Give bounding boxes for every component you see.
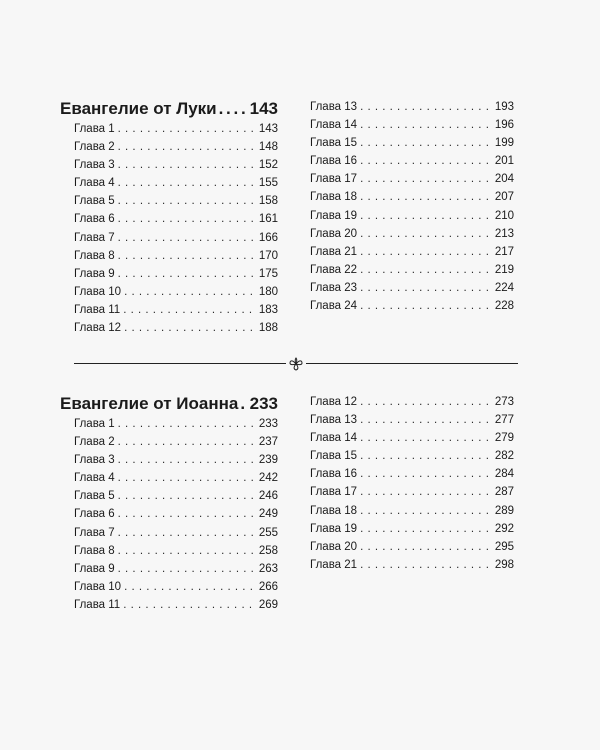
dot-leader [118, 560, 256, 578]
chapter-page-number: 233 [258, 418, 278, 430]
chapter-entry[interactable] [310, 297, 514, 315]
section-page-number: 233 [249, 394, 278, 413]
chapter-page-number: 224 [494, 281, 514, 294]
chapter-entry[interactable] [310, 429, 514, 447]
dot-leader [118, 210, 256, 228]
chapter-entry[interactable] [310, 98, 514, 116]
chapter-entry[interactable] [74, 596, 278, 614]
chapter-page-number: 204 [494, 173, 514, 186]
chapter-page-number: 219 [494, 263, 514, 276]
dot-leader [360, 116, 492, 134]
chapter-label: Глава 20 [310, 227, 358, 240]
chapter-page-number: 295 [494, 540, 514, 553]
dot-leader [360, 393, 492, 411]
dot-leader [118, 138, 256, 156]
chapter-list [310, 98, 514, 315]
chapter-entry[interactable] [310, 170, 514, 188]
chapter-label: Глава 17 [310, 173, 358, 186]
dot-leader [360, 556, 492, 574]
chapter-entry[interactable] [310, 465, 514, 483]
toc-column-right [310, 98, 514, 315]
chapter-entry[interactable] [310, 279, 514, 297]
chapter-entry[interactable] [310, 207, 514, 225]
chapter-page-number: 166 [258, 231, 278, 244]
chapter-page-number: 155 [258, 177, 278, 190]
chapter-page-number: 148 [258, 141, 278, 154]
chapter-label: Глава 22 [310, 263, 358, 276]
dot-leader [360, 297, 492, 315]
chapter-page-number: 217 [494, 245, 514, 258]
chapter-list [74, 120, 278, 337]
chapter-label: Глава 18 [310, 504, 358, 517]
chapter-page-number: 258 [258, 544, 278, 557]
dot-leader [118, 487, 256, 505]
chapter-label: Глава 2 [74, 436, 115, 449]
dot-leader [360, 429, 492, 447]
chapter-entry[interactable] [310, 243, 514, 261]
chapter-entry[interactable] [74, 229, 278, 247]
chapter-entry[interactable] [74, 192, 278, 210]
dot-leader [118, 174, 256, 192]
dot-leader [360, 188, 492, 206]
chapter-label: Глава 23 [310, 281, 358, 294]
floral-ornament-icon [288, 357, 304, 371]
dot-leader [118, 433, 256, 451]
chapter-page-number: 188 [258, 322, 278, 335]
chapter-entry[interactable] [310, 188, 514, 206]
chapter-label: Глава 7 [74, 231, 115, 244]
chapter-page-number: 143 [258, 123, 278, 135]
dot-leader [360, 465, 492, 483]
chapter-page-number: 279 [494, 432, 514, 445]
chapter-page-number: 239 [258, 454, 278, 467]
dot-leader [360, 170, 492, 188]
chapter-label: Глава 20 [310, 540, 358, 553]
chapter-entry[interactable] [310, 538, 514, 556]
chapter-entry[interactable] [74, 174, 278, 192]
dot-leader [118, 247, 256, 265]
chapter-label: Глава 17 [310, 486, 358, 499]
dot-leader [118, 229, 256, 247]
chapter-entry[interactable] [74, 301, 278, 319]
dot-leader [360, 447, 492, 465]
dot-leader [360, 279, 492, 297]
chapter-entry[interactable] [310, 393, 514, 411]
chapter-label: Глава 11 [74, 598, 121, 611]
chapter-entry[interactable] [74, 120, 278, 138]
chapter-label: Глава 19 [310, 522, 358, 535]
chapter-page-number: 287 [494, 486, 514, 499]
chapter-page-number: 193 [494, 101, 514, 113]
chapter-label: Глава 15 [310, 450, 358, 463]
chapter-entry[interactable] [310, 447, 514, 465]
divider-rule-left [74, 363, 286, 364]
section-heading[interactable] [60, 98, 278, 120]
chapter-label: Глава 21 [310, 245, 358, 258]
chapter-label: Глава 10 [74, 580, 122, 593]
chapter-label: Глава 9 [74, 562, 115, 575]
chapter-entry[interactable] [74, 560, 278, 578]
dot-leader [118, 415, 256, 433]
chapter-label: Глава 12 [310, 396, 358, 408]
chapter-page-number: 228 [494, 300, 514, 313]
chapter-page-number: 298 [494, 558, 514, 571]
chapter-page-number: 266 [258, 580, 278, 593]
chapter-label: Глава 14 [310, 119, 358, 132]
chapter-page-number: 201 [494, 155, 514, 168]
section-page-number: 143 [249, 99, 278, 118]
dot-leader [118, 156, 256, 174]
chapter-page-number: 273 [494, 396, 514, 408]
chapter-entry[interactable] [74, 156, 278, 174]
dot-leader [360, 225, 492, 243]
chapter-page-number: 282 [494, 450, 514, 463]
dot-leader [360, 207, 492, 225]
chapter-entry[interactable] [310, 116, 514, 134]
dot-leader [219, 98, 248, 120]
chapter-entry[interactable] [74, 138, 278, 156]
chapter-page-number: 263 [258, 562, 278, 575]
dot-leader [118, 524, 256, 542]
chapter-entry[interactable] [74, 487, 278, 505]
chapter-page-number: 170 [258, 249, 278, 262]
chapter-page-number: 249 [258, 508, 278, 521]
dot-leader [240, 393, 247, 415]
chapter-label: Глава 2 [74, 141, 115, 154]
dot-leader [360, 261, 492, 279]
chapter-page-number: 213 [494, 227, 514, 240]
chapter-label: Глава 19 [310, 209, 358, 222]
dot-leader [360, 243, 492, 261]
dot-leader [118, 505, 256, 523]
chapter-entry[interactable] [310, 556, 514, 574]
chapter-page-number: 269 [258, 598, 278, 611]
dot-leader [360, 502, 492, 520]
chapter-entry[interactable] [310, 520, 514, 538]
chapter-page-number: 277 [494, 414, 514, 427]
dot-leader [360, 411, 492, 429]
chapter-page-number: 175 [258, 267, 278, 280]
chapter-label: Глава 5 [74, 490, 115, 503]
toc-column-right [310, 393, 514, 574]
chapter-label: Глава 3 [74, 454, 115, 467]
chapter-page-number: 196 [494, 119, 514, 132]
chapter-label: Глава 24 [310, 300, 358, 313]
chapter-entry[interactable] [74, 283, 278, 301]
chapter-page-number: 183 [258, 303, 278, 316]
chapter-page-number: 152 [258, 159, 278, 172]
chapter-entry[interactable] [310, 261, 514, 279]
chapter-label: Глава 16 [310, 468, 358, 481]
toc-column-left [60, 98, 278, 337]
dot-leader [360, 538, 492, 556]
chapter-entry[interactable] [310, 152, 514, 170]
dot-leader [118, 469, 256, 487]
dot-leader [360, 152, 492, 170]
chapter-page-number: 255 [258, 526, 278, 539]
chapter-page-number: 161 [258, 213, 278, 226]
chapter-entry[interactable] [310, 225, 514, 243]
dot-leader [118, 120, 256, 138]
dot-leader [124, 283, 256, 301]
chapter-label: Глава 21 [310, 558, 358, 571]
chapter-label: Глава 11 [74, 303, 121, 316]
chapter-label: Глава 13 [310, 101, 358, 113]
dot-leader [118, 192, 256, 210]
chapter-label: Глава 13 [310, 414, 358, 427]
chapter-label: Глава 4 [74, 177, 115, 190]
dot-leader [360, 98, 492, 116]
chapter-label: Глава 16 [310, 155, 358, 168]
chapter-page-number: 207 [494, 191, 514, 204]
chapter-entry[interactable] [74, 210, 278, 228]
chapter-entry[interactable] [74, 578, 278, 596]
section-heading[interactable] [60, 393, 278, 415]
dot-leader [360, 483, 492, 501]
chapter-label: Глава 5 [74, 195, 115, 208]
dot-leader [360, 134, 492, 152]
chapter-entry[interactable] [74, 524, 278, 542]
chapter-entry[interactable] [310, 411, 514, 429]
dot-leader [123, 301, 256, 319]
chapter-label: Глава 12 [74, 322, 122, 335]
chapter-label: Глава 9 [74, 267, 115, 280]
chapter-label: Глава 4 [74, 472, 115, 485]
chapter-entry[interactable] [74, 542, 278, 560]
chapter-page-number: 199 [494, 137, 514, 150]
chapter-list [74, 415, 278, 614]
chapter-label: Глава 7 [74, 526, 115, 539]
chapter-entry[interactable] [74, 415, 278, 433]
dot-leader [118, 451, 256, 469]
chapter-page-number: 246 [258, 490, 278, 503]
chapter-label: Глава 1 [74, 123, 115, 135]
chapter-page-number: 284 [494, 468, 514, 481]
chapter-page-number: 292 [494, 522, 514, 535]
chapter-label: Глава 3 [74, 159, 115, 172]
chapter-entry[interactable] [74, 265, 278, 283]
dot-leader [118, 542, 256, 560]
chapter-label: Глава 8 [74, 249, 115, 262]
dot-leader [123, 596, 256, 614]
divider-rule-right [306, 363, 518, 364]
dot-leader [124, 578, 256, 596]
section-title: Евангелие от Иоанна [60, 394, 239, 413]
chapter-page-number: 158 [258, 195, 278, 208]
chapter-entry[interactable] [74, 451, 278, 469]
chapter-page-number: 237 [258, 436, 278, 449]
chapter-page-number: 180 [258, 285, 278, 298]
chapter-label: Глава 6 [74, 213, 115, 226]
chapter-label: Глава 6 [74, 508, 115, 521]
dot-leader [124, 319, 256, 337]
chapter-entry[interactable] [310, 483, 514, 501]
chapter-entry[interactable] [74, 433, 278, 451]
chapter-label: Глава 14 [310, 432, 358, 445]
chapter-page-number: 289 [494, 504, 514, 517]
section-divider [74, 357, 518, 371]
chapter-entry[interactable] [74, 469, 278, 487]
section-title: Евангелие от Луки [60, 99, 217, 118]
chapter-label: Глава 8 [74, 544, 115, 557]
chapter-label: Глава 10 [74, 285, 122, 298]
dot-leader [118, 265, 256, 283]
chapter-label: Глава 1 [74, 418, 115, 430]
chapter-entry[interactable] [74, 247, 278, 265]
chapter-entry[interactable] [310, 134, 514, 152]
chapter-list [310, 393, 514, 574]
chapter-entry[interactable] [74, 319, 278, 337]
chapter-page-number: 242 [258, 472, 278, 485]
toc-column-left [60, 393, 278, 614]
dot-leader [360, 520, 492, 538]
chapter-entry[interactable] [310, 502, 514, 520]
chapter-entry[interactable] [74, 505, 278, 523]
chapter-label: Глава 18 [310, 191, 358, 204]
chapter-label: Глава 15 [310, 137, 358, 150]
chapter-page-number: 210 [494, 209, 514, 222]
